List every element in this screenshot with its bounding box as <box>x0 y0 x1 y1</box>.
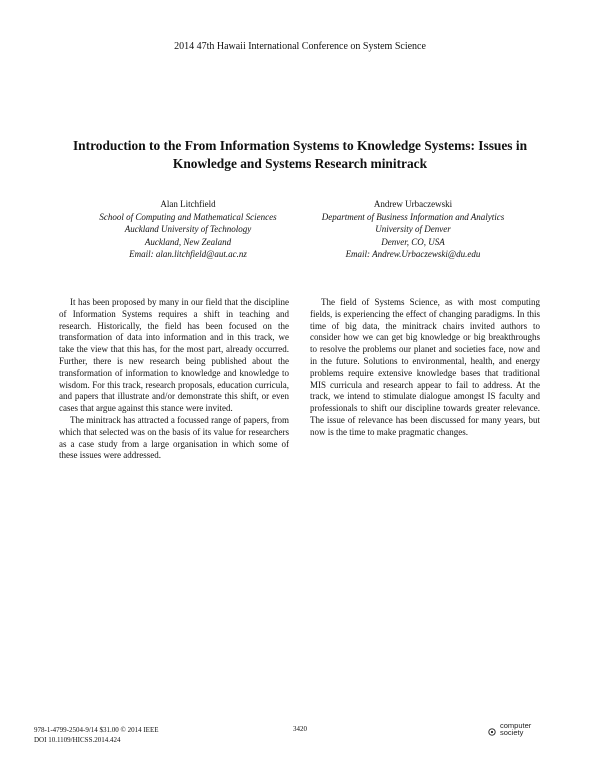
author-institution: University of Denver <box>375 224 451 234</box>
computer-society-logo <box>486 718 546 744</box>
body-paragraph: The field of Systems Science, as with most computing fields, is experiencing the effect of changing paradigms. In this time of big data, the minitrack chairs invited authors to consider how we can get big knowledge or big breakthroughs to resolve the problems our planet and societies face, now and in the future. Solutions to environmental, health, and energy problems require extensive knowledge bases that traditional MIS curricula and research appear to fail to address. At the track, we intend to stimulate dialogue amongst IS faculty and professionals to shift our discipline towards greater relevance. The issue of relevance has been discussed for many years, but now is the time to make pragmatic changes. <box>310 297 540 437</box>
body-column-right <box>310 297 540 439</box>
logo-line-1: computer <box>500 721 532 730</box>
footer-isbn: 978-1-4799-2504-9/14 $31.00 © 2014 IEEE <box>34 726 159 734</box>
page-number: 3420 <box>293 725 307 733</box>
body-column-left <box>59 297 289 462</box>
body-paragraph: The minitrack has attracted a focussed range of papers, from which that selected was on the basis of its value for researchers as a case study from a large organisation in which some of these issues were addressed. <box>59 414 289 461</box>
computer-society-icon <box>488 728 496 736</box>
author-location: Auckland, New Zealand <box>144 236 232 247</box>
author-block-1 <box>58 198 318 261</box>
author-name: Andrew Urbaczewski <box>373 199 453 209</box>
logo-line-2: society <box>500 728 524 737</box>
author-department: School of Computing and Mathematical Sciences <box>99 211 277 222</box>
author-name: Alan Litchfield <box>160 199 216 209</box>
author-location: Denver, CO, USA <box>381 236 445 247</box>
author-block-2 <box>283 198 543 261</box>
author-email: Email: alan.litchfield@aut.ac.nz <box>129 249 247 259</box>
author-email: Email: Andrew.Urbaczewski@du.edu <box>345 249 481 259</box>
logo-text <box>500 722 531 736</box>
paper-title: Introduction to the From Information Systems to Knowledge Systems: Issues in Knowledge and Systems Research minitrack <box>72 138 528 171</box>
body-paragraph: It has been proposed by many in our field that the discipline of Information Systems requires a shift in teaching and research. Historically, the field has been focused on the transformation of data into information and in this track, we take the view that this has, for the most part, already occurred. Further, there is new research being published about the transformation of information to knowledge and knowledge to wisdom. For this track, research proposals, education curricula, and papers that illustrate and/or demonstrate this shift, or even cases that argue against this stance were invited. <box>59 297 289 414</box>
author-institution: Auckland University of Technology <box>124 224 252 234</box>
author-department: Department of Business Information and Analytics <box>321 211 505 222</box>
footer-doi: DOI 10.1109/HICSS.2014.424 <box>34 736 121 744</box>
conference-header: 2014 47th Hawaii International Conference on System Science <box>174 41 426 52</box>
